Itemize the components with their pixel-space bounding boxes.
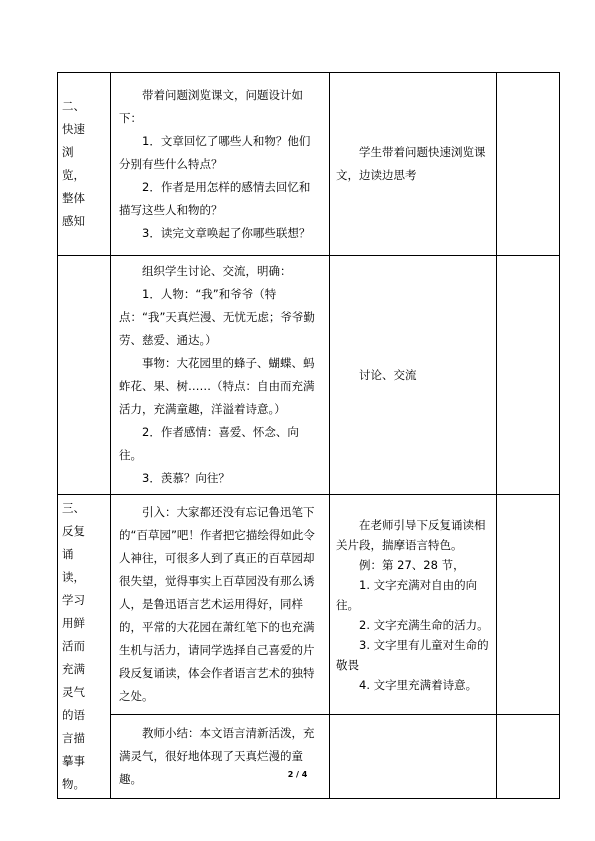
text-line: 诵 [62, 547, 74, 561]
text-line: 2．作者感情：喜爱、怀念、向往。 [119, 425, 299, 462]
text-line: 教师小结：本文语言清新活泼，充满灵气，很好地体现了天真烂漫的童趣。 [119, 726, 315, 786]
notes-cell [497, 256, 560, 495]
text-line: 组织学生讨论、交流，明确： [142, 264, 292, 278]
text-line: 讨论、交流 [359, 367, 417, 382]
text-line: 引入：大家都还没有忘记鲁迅笔下的“百草园”吧！作者把它描绘得如此令人神往，可很多人到了真正的百草园却很失望，觉得事实上百草园没有那么诱人，是鲁迅语言艺术运用得好，同样的，平常的大花园在萧红笔下的也充满生机与活力，请同学选择自己喜爱的片段反复诵读，体会作者语言艺术的独特之处。 [119, 505, 315, 703]
text-line: 用鲜 [62, 616, 85, 630]
text-line: 感知 [62, 214, 85, 228]
table-row [58, 256, 560, 495]
table-row [58, 73, 560, 256]
text-line: 灵气 [62, 685, 85, 699]
teacher-activity [119, 260, 321, 490]
text-line: 快速 [62, 122, 85, 136]
section-cell [58, 256, 111, 495]
section-cell [58, 495, 111, 799]
notes-cell [497, 715, 560, 799]
notes-cell [497, 495, 560, 715]
teacher-activity-cell [111, 715, 330, 799]
text-line: 言描 [62, 731, 85, 745]
student-activity [336, 515, 490, 695]
text-line: 3．羡慕？向往？ [142, 471, 230, 485]
text-line: 在老师引导下反复诵读相关片段，揣摩语言特色。 [336, 517, 486, 552]
student-activity-cell [330, 495, 497, 715]
text-line: 3．读完文章唤起了你哪些联想？ [142, 225, 311, 240]
student-activity-cell [330, 256, 497, 495]
student-activity-cell [330, 715, 497, 799]
text-line: 读， [62, 570, 85, 584]
text-line: 4. 文字里充满着诗意。 [359, 677, 478, 692]
text-line: 1．文章回忆了哪些人和物？他们分别有些什么特点？ [119, 133, 311, 171]
notes-cell [497, 73, 560, 256]
teacher-activity [119, 84, 321, 245]
text-line: 1．人物：“我”和爷爷（特点：“我”天真烂漫、无忧无虑；爷爷勤劳、慈爱、通达。） [119, 287, 315, 347]
lesson-plan-table [57, 72, 560, 799]
text-line: 物。 [62, 777, 85, 791]
section-cell [58, 73, 111, 256]
text-line: 览， [62, 168, 85, 182]
text-line: 二、 [62, 99, 85, 113]
text-line: 事物：大花园里的蜂子、蝴蝶、蚂蚱花、果、树……（特点：自由而充满活力，充满童趣，洋溢着诗意。） [119, 356, 315, 416]
text-line: 浏 [62, 145, 74, 159]
teacher-activity-cell [111, 256, 330, 495]
text-line: 2. 文字充满生命的活力。 [359, 617, 489, 632]
text-line: 三、 [62, 501, 85, 515]
text-line: 学生带着问题快速浏览课文，边读边思考 [336, 145, 486, 182]
table-row [58, 495, 560, 715]
text-line: 活而 [62, 639, 85, 653]
section-label [62, 497, 106, 796]
table-row [58, 715, 560, 799]
section-label [62, 95, 106, 233]
text-line: 反复 [62, 524, 85, 538]
teacher-activity [119, 501, 321, 708]
text-line: 2．作者是用怎样的感情去回忆和描写这些人和物的？ [119, 179, 311, 217]
text-line: 摹事 [62, 754, 85, 768]
page-number: 2 / 4 [287, 770, 308, 779]
text-line: 学习 [62, 593, 85, 607]
teacher-activity-cell [111, 73, 330, 256]
text-line: 整体 [62, 191, 85, 205]
student-activity [336, 364, 490, 387]
text-line: 充满 [62, 662, 85, 676]
text-line: 的语 [62, 708, 85, 722]
student-activity-cell [330, 73, 497, 256]
text-line: 带着问题浏览课文，问题设计如下： [119, 87, 303, 125]
student-activity [336, 141, 490, 187]
text-line: 例：第 27、28 节， [359, 557, 465, 572]
teacher-activity [119, 722, 321, 791]
text-line: 3. 文字里有儿童对生命的敬畏 [336, 637, 489, 672]
text-line: 1. 文字充满对自由的向往。 [336, 577, 478, 612]
teacher-activity-cell [111, 495, 330, 715]
